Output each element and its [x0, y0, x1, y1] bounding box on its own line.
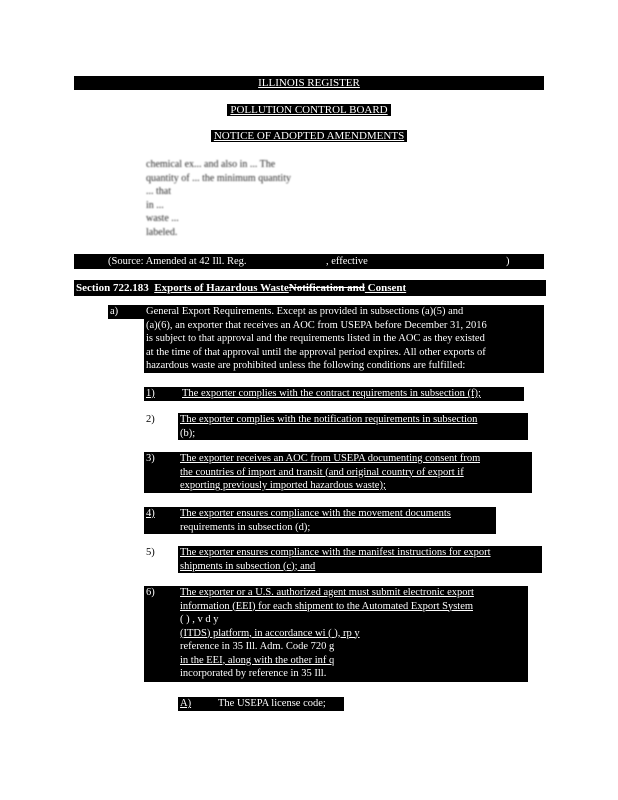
faded-line: waste ...: [146, 213, 179, 224]
sub-item-label: A): [180, 698, 192, 709]
register-title: ILLINOIS REGISTER: [258, 77, 360, 89]
item-3: [144, 452, 532, 493]
subsection-a-line: hazardous waste are prohibited unless the following conditions are fulfilled:: [146, 360, 466, 371]
item-line: The exporter complies with the contract requirements in subsection (f);: [182, 388, 481, 399]
item-4: [144, 507, 496, 534]
item-line: The exporter or a U.S. authorized agent must submit electronic export: [180, 587, 474, 598]
item-line: (b);: [180, 427, 196, 439]
subsection-a-line: at the time of that approval until the approval period expires. All other exports of: [146, 346, 486, 358]
item-line: The exporter complies with the notification requirements in subsection: [180, 414, 478, 425]
section-number: Section 722.183: [76, 282, 149, 294]
item-line: ( ) , v d y: [180, 614, 219, 625]
item-label: 5): [146, 547, 155, 558]
item-1: [144, 387, 524, 401]
item-line: requirements in subsection (d);: [180, 521, 311, 533]
faded-line: chemical ex... and also in ... The: [146, 159, 276, 170]
faded-line: ... that: [146, 186, 171, 197]
register-header: [0, 76, 618, 90]
subsection-a-text: [144, 305, 544, 373]
item-label: 2): [146, 414, 155, 425]
source-effective: , effective: [326, 256, 368, 267]
subsection-a-label: a): [108, 305, 146, 319]
item-label: 6): [146, 587, 155, 598]
subsection-a-line: is subject to that approval and the requirements listed in the AOC as they existed: [146, 333, 485, 344]
section-title-end: Consent: [364, 282, 407, 294]
item-line: the countries of import and transit (and original country of export if: [180, 466, 464, 478]
faded-line: quantity of ... the minimum quantity: [146, 172, 291, 184]
notice-header: [0, 129, 618, 143]
board-title: POLLUTION CONTROL BOARD: [227, 104, 390, 116]
faded-line: in ...: [146, 199, 164, 211]
item-line: incorporated by reference in 35 Ill.: [180, 668, 327, 679]
item-line: The exporter ensures compliance with the movement documents: [180, 508, 451, 519]
item-line: information (EEI) for each shipment to the Automated Export System: [180, 600, 474, 612]
section-title-struck: Notification and: [288, 282, 365, 294]
source-note: [74, 254, 544, 269]
subsection-a-line: (a)(6), an exporter that receives an AOC from USEPA before December 31, 2016: [146, 319, 487, 331]
item-line: (ITDS) platform, in accordance wi ( ), rp y: [180, 627, 360, 639]
sub-item-A: [178, 697, 344, 711]
faded-paragraph: [146, 158, 538, 239]
item-line: reference in 35 Ill. Adm. Code 720 g: [180, 641, 335, 652]
item-line: The exporter ensures compliance with the manifest instructions for export: [180, 547, 491, 558]
source-text: (Source: Amended at 42 Ill. Reg.: [108, 256, 247, 267]
source-close: ): [506, 256, 510, 267]
item-2-text: [178, 413, 528, 440]
board-header: [0, 103, 618, 117]
section-heading: [74, 280, 546, 296]
sub-item-text: The USEPA license code;: [218, 698, 326, 709]
item-line: The exporter receives an AOC from USEPA documenting consent from: [180, 453, 481, 464]
item-6: [144, 586, 528, 682]
item-label: 1): [146, 388, 155, 399]
item-line: in the EEI, along with the other inf q: [180, 654, 335, 666]
faded-line: labeled.: [146, 226, 178, 238]
section-title: Exports of Hazardous Waste: [154, 282, 289, 294]
item-5-text: [178, 546, 542, 573]
subsection-a-line: General Export Requirements. Except as provided in subsections (a)(5) and: [146, 306, 464, 317]
item-line: exporting previously imported hazardous waste);: [180, 480, 386, 491]
item-label: 3): [146, 453, 155, 464]
notice-title: NOTICE OF ADOPTED AMENDMENTS: [211, 130, 407, 142]
item-line: shipments in subsection (c); and: [180, 560, 316, 572]
item-label: 4): [146, 508, 155, 519]
